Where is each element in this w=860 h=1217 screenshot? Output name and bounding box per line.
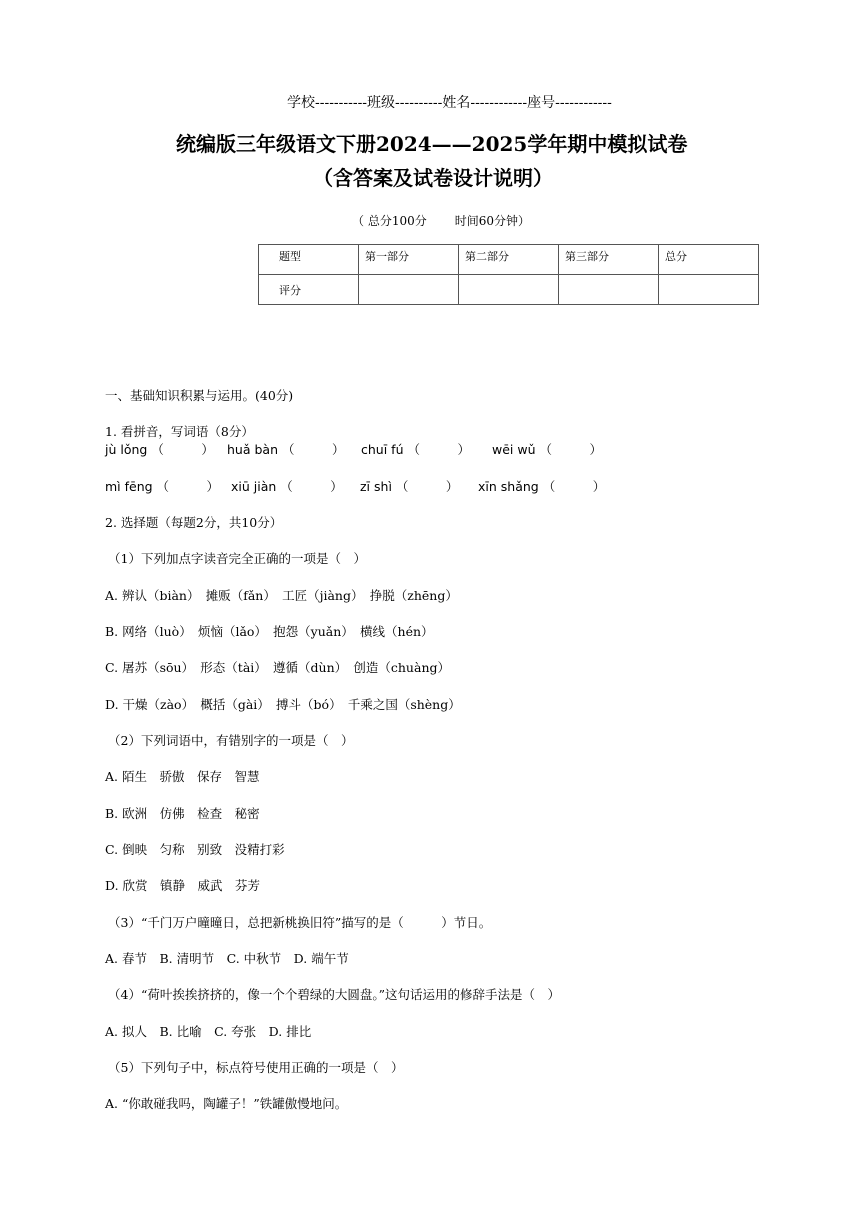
header-cell-total: 总分 [659, 245, 759, 275]
exam-subtitle: （含答案及试卷设计说明） [313, 166, 553, 190]
q2-1-option-d: D. 干燥（zào） 概括（gài） 搏斗（bó） 千乘之国（shèng） [105, 697, 461, 712]
q2-1-question: （1）下列加点字读音完全正确的一项是（ ） [108, 551, 366, 566]
q2-3-question: （3）“千门万户曈曈日，总把新桃换旧符”描写的是（ ）节日。 [108, 915, 492, 930]
q1-pinyin-row-1 [105, 440, 602, 458]
score-cell-total[interactable] [659, 275, 759, 305]
score-table-header-row [259, 245, 759, 275]
q2-5-question: （5）下列句子中，标点符号使用正确的一项是（ ） [108, 1060, 404, 1075]
q2-1-option-a: A. 辨认（biàn） 摊贩（fǎn） 工匠（jiàng） 挣脱（zhēng） [105, 588, 458, 603]
pinyin-item: chuī fú （ ） [361, 442, 470, 457]
q2-2-option-b: B. 欧洲 仿佛 检查 秘密 [105, 806, 260, 821]
pinyin-item: jù lǒng （ ） [105, 442, 214, 457]
student-info-line: 学校-----------班级----------姓名------------座号------------ [287, 95, 612, 111]
header-cell-type: 题型 [259, 245, 359, 275]
header-cell-part3: 第三部分 [559, 245, 659, 275]
q1-pinyin-row-2 [105, 477, 605, 495]
q2-2-option-a: A. 陌生 骄傲 保存 智慧 [105, 769, 260, 784]
score-table [258, 244, 759, 305]
score-cell-part3[interactable] [559, 275, 659, 305]
score-cell-part2[interactable] [459, 275, 559, 305]
q2-5-option-a: A. “你敢碰我吗，陶罐子！”铁罐傲慢地问。 [105, 1096, 348, 1111]
score-cell-part1[interactable] [359, 275, 459, 305]
time-limit: 时间60分钟） [454, 214, 531, 228]
score-table-score-row [259, 275, 759, 305]
q2-1-option-b: B. 网络（luò） 烦恼（lǎo） 抱怨（yuǎn） 横线（hén） [105, 624, 434, 639]
pinyin-item: xīn shǎng （ ） [478, 479, 606, 494]
header-cell-part1: 第一部分 [359, 245, 459, 275]
pinyin-item: zī shì （ ） [360, 479, 459, 494]
q2-4-options: A. 拟人 B. 比喻 C. 夸张 D. 排比 [105, 1024, 312, 1039]
pinyin-item: huǎ bàn （ ） [227, 442, 345, 457]
q2-2-option-d: D. 欣赏 镇静 威武 芬芳 [105, 878, 261, 893]
q2-title: 2. 选择题（每题2分，共10分） [105, 515, 283, 530]
score-row-label: 评分 [259, 275, 359, 305]
section1-heading: 一、基础知识积累与运用。(40分) [105, 388, 294, 403]
exam-meta [352, 212, 530, 229]
total-score: （ 总分100分 [352, 214, 427, 228]
pinyin-item: mì fēng （ ） [105, 479, 220, 494]
q2-4-question: （4）“荷叶挨挨挤挤的，像一个个碧绿的大圆盘。”这句话运用的修辞手法是（ ） [108, 987, 560, 1002]
pinyin-item: wēi wǔ （ ） [492, 442, 602, 457]
q2-1-option-c: C. 屠苏（sōu） 形态（tài） 遵循（dùn） 创造（chuàng） [105, 660, 450, 675]
pinyin-item: xiū jiàn （ ） [231, 479, 343, 494]
header-cell-part2: 第二部分 [459, 245, 559, 275]
q2-2-question: （2）下列词语中，有错别字的一项是（ ） [108, 733, 354, 748]
exam-title: 统编版三年级语文下册2024——2025学年期中模拟试卷 [176, 132, 688, 156]
q2-2-option-c: C. 倒映 匀称 别致 没精打彩 [105, 842, 285, 857]
q1-title: 1. 看拼音，写词语（8分） [105, 424, 254, 439]
q2-3-options: A. 春节 B. 清明节 C. 中秋节 D. 端午节 [105, 951, 349, 966]
